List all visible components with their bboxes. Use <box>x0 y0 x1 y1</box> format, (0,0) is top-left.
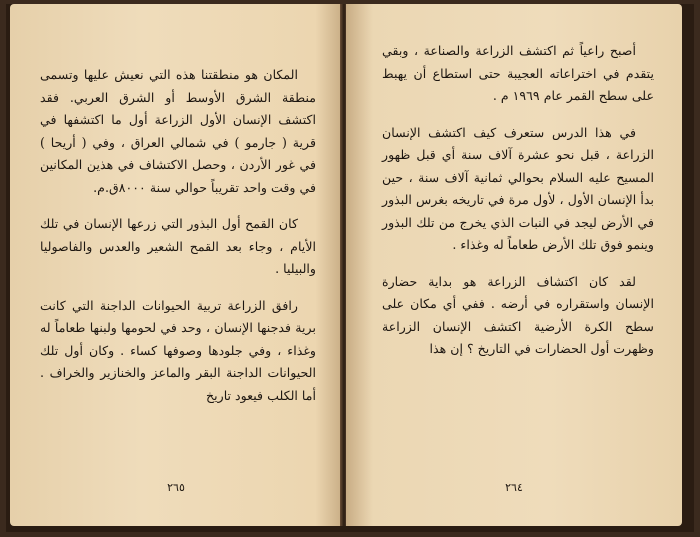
page-number: ٢٦٥ <box>167 481 185 494</box>
paragraph: رافق الزراعة تربية الحيوانات الداجنة التي كانت برية فدجنها الإنسان ، وحد في لحومها ولبنها طعاماً له وغذاء ، وفي جلودها وصوفها كساء . وكان أول تلك الحيوانات الداجنة البقر والماعز والخنازير والخراف . أما الكلب فيعود تاريخ <box>40 297 316 403</box>
left-page <box>10 4 342 526</box>
right-page <box>346 4 682 526</box>
paragraph: المكان هو منطقتنا هذه التي نعيش عليها وتسمى منطقة الشرق الأوسط أو الشرق العربي. فقد اكتشف الإنسان الأول الزراعة أول ما اكتشفها في قرية ( جارمو ) في شمالي العراق ، وفي ( أريحا ) في غور الأردن ، وحصل الاكتشاف في هذين المكانين في وقت واحد تقريباً حوالي سنة ٨٠٠٠ق.م. <box>40 67 316 195</box>
paragraph: لقد كان اكتشاف الزراعة هو بداية حضارة الإنسان واستقراره في أرضه . ففي أي مكان على سطح الكرة الأرضية اكتشف الإنسان الزراعة وظهرت أول الحضارات في التاريخ ؟ إن هذا <box>382 273 654 356</box>
paragraph: كان القمح أول البذور التي زرعها الإنسان في تلك الأيام ، وجاء بعد القمح الشعير والعدس والفاصوليا والبيليا . <box>40 216 316 276</box>
left-page-text <box>40 64 316 421</box>
paragraph: أصبح راعياً ثم اكتشف الزراعة والصناعة ، وبقي يتقدم في اختراعاته العجيبة حتى استطاع أن يهبط على سطح القمر عام ١٩٦٩ م . <box>382 43 654 103</box>
right-page-text <box>382 40 654 375</box>
paragraph: في هذا الدرس ستعرف كيف اكتشف الإنسان الزراعة ، قبل نحو عشرة آلاف سنة أي قبل ظهور المسيح عليه السلام بحوالي ثمانية آلاف سنة ، حين بدأ الإنسان الأول ، لأول مرة في تاريخه بغرس البذور في الأرض ليجد في النبات الذي يخرج من تلك البذور وينمو فوق تلك الأرض طعاماً له وغذاء . <box>382 124 654 252</box>
page-number: ٢٦٤ <box>505 481 523 494</box>
